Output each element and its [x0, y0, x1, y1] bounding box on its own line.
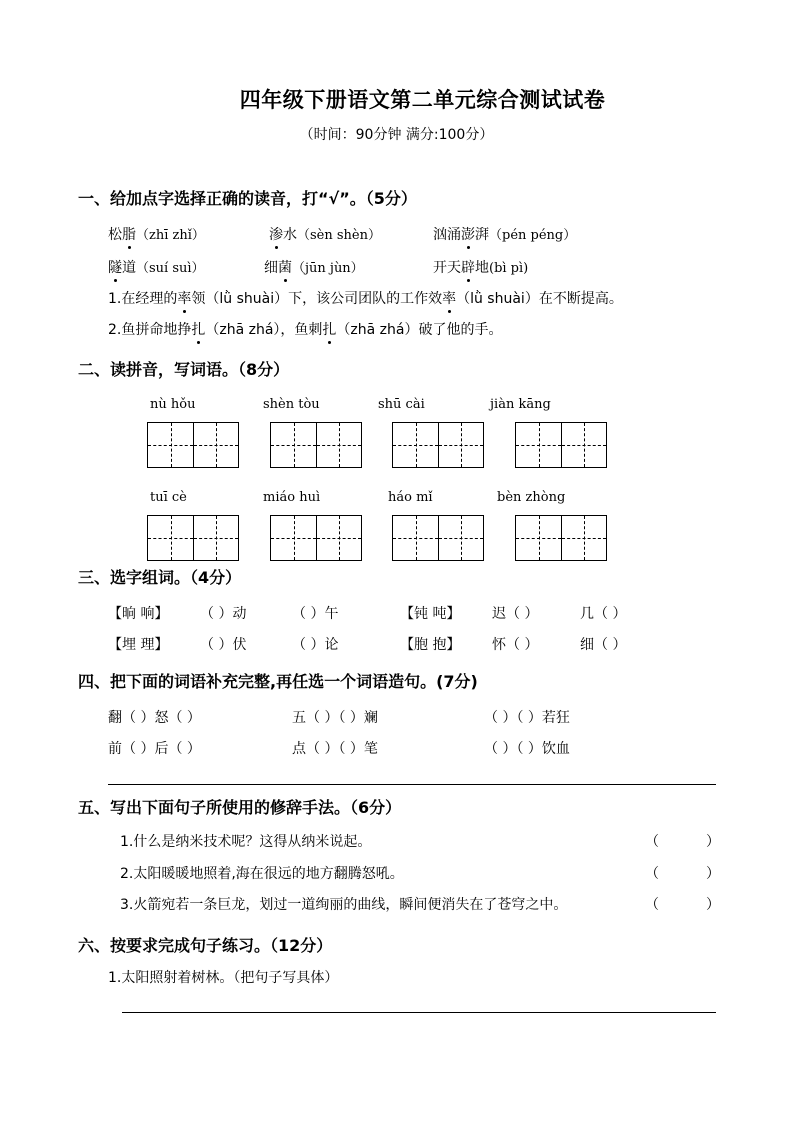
- q3-row-1-group: 【晌 响】: [108, 606, 169, 622]
- q3-row-2-group-2: 【胞 抱】: [400, 637, 461, 653]
- q1-item-4: 隧道（suí suì）: [108, 257, 205, 277]
- q4-idiom-blank[interactable]: 前（ ）后（ ）: [108, 741, 201, 757]
- q1-sentence-1: 1.在经理的率领（lǜ shuài）下，该公司团队的工作效率（lǜ shuài）在不断提高。: [108, 288, 623, 308]
- exam-subtitle: （时间：90分钟 满分:100分）: [299, 127, 494, 143]
- section-4-heading: 四、把下面的词语补充完整,再任选一个词语造句。(7分): [78, 672, 478, 691]
- q3-blank[interactable]: （ ）动: [200, 606, 247, 622]
- answer-paren-open[interactable]: （: [645, 866, 659, 882]
- writing-grid[interactable]: [515, 515, 607, 561]
- section-6-heading: 六、按要求完成句子练习。（12分）: [78, 936, 333, 955]
- section-1-heading: 一、给加点字选择正确的读音，打“√”。（5分）: [78, 189, 417, 208]
- answer-paren-open[interactable]: （: [645, 897, 659, 913]
- pinyin-label: shū cài: [378, 397, 425, 412]
- q5-item-2: 2.太阳暖暖地照着,海在很远的地方翻腾怒吼。: [120, 866, 404, 882]
- writing-grid[interactable]: [270, 422, 362, 468]
- q4-idiom-blank[interactable]: 点（ ）（ ）笔: [292, 741, 378, 757]
- writing-grid[interactable]: [515, 422, 607, 468]
- q3-row-2-group: 【埋 理】: [108, 637, 169, 653]
- q5-item-1: 1.什么是纳米技术呢？这得从纳米说起。: [120, 834, 372, 850]
- writing-grid[interactable]: [392, 515, 484, 561]
- q3-blank[interactable]: 迟（ ）: [492, 606, 539, 622]
- q3-blank[interactable]: 怀（ ）: [492, 637, 539, 653]
- pinyin-label: miáo huì: [263, 490, 321, 505]
- q1-item-5: 细菌（jūn jùn）: [264, 257, 364, 277]
- answer-paren-close[interactable]: ）: [706, 897, 720, 913]
- q1-item-1: 松脂（zhī zhǐ）: [108, 224, 205, 244]
- section-2-heading: 二、读拼音，写词语。（8分）: [78, 360, 290, 379]
- pinyin-label: bèn zhòng: [497, 490, 566, 505]
- answer-paren-open[interactable]: （: [645, 834, 659, 850]
- section-3-heading: 三、选字组词。（4分）: [78, 568, 242, 587]
- answer-line[interactable]: [122, 1012, 716, 1013]
- q1-item-6: 开天辟地(bì pì): [433, 257, 528, 277]
- pinyin-label: shèn tòu: [263, 397, 320, 412]
- writing-grid[interactable]: [270, 515, 362, 561]
- q3-blank[interactable]: （ ）论: [292, 637, 339, 653]
- pinyin-label: tuī cè: [150, 490, 187, 505]
- answer-paren-close[interactable]: ）: [706, 866, 720, 882]
- q4-idiom-blank[interactable]: （ ）（ ）饮血: [484, 741, 570, 757]
- q3-row-1-group-2: 【钝 吨】: [400, 606, 461, 622]
- q3-blank[interactable]: 细（ ）: [580, 637, 627, 653]
- q4-idiom-blank[interactable]: （ ）（ ）若狂: [484, 710, 570, 726]
- q3-blank[interactable]: （ ）午: [292, 606, 339, 622]
- writing-grid[interactable]: [147, 422, 239, 468]
- exam-title: 四年级下册语文第二单元综合测试试卷: [239, 88, 606, 112]
- pinyin-label: háo mǐ: [388, 490, 433, 505]
- section-5-heading: 五、写出下面句子所使用的修辞手法。（6分）: [78, 798, 402, 817]
- q5-item-3: 3.火箭宛若一条巨龙，划过一道绚丽的曲线，瞬间便消失在了苍穹之中。: [120, 897, 568, 913]
- answer-line[interactable]: [108, 784, 716, 785]
- q4-idiom-blank[interactable]: 五（ ）（ ）斓: [292, 710, 378, 726]
- answer-paren-close[interactable]: ）: [706, 834, 720, 850]
- q1-item-3: 汹涌澎湃（pén péng）: [433, 224, 576, 244]
- pinyin-label: jiàn kāng: [490, 397, 551, 412]
- q3-blank[interactable]: 几（ ）: [580, 606, 627, 622]
- pinyin-label: nù hǒu: [150, 397, 196, 412]
- q4-idiom-blank[interactable]: 翻（ ）怒（ ）: [108, 710, 201, 726]
- writing-grid[interactable]: [147, 515, 239, 561]
- q1-item-2: 渗水（sèn shèn）: [269, 224, 381, 244]
- writing-grid[interactable]: [392, 422, 484, 468]
- q3-blank[interactable]: （ ）伏: [200, 637, 247, 653]
- q6-item-1: 1.太阳照射着树林。（把句子写具体）: [108, 970, 339, 986]
- q1-sentence-2: 2.鱼拼命地挣扎（zhā zhá），鱼刺扎（zhā zhá）破了他的手。: [108, 319, 502, 339]
